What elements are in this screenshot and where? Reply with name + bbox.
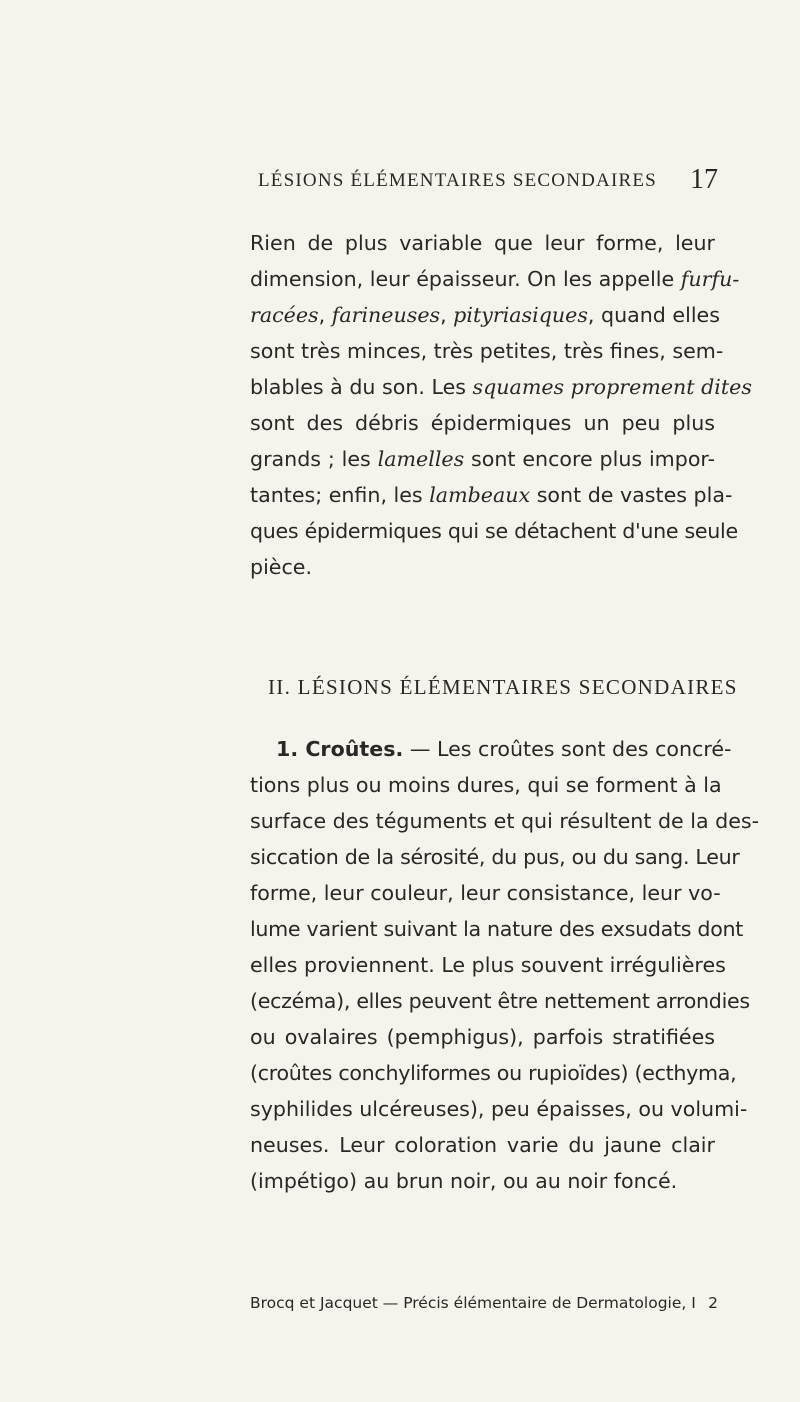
italic-term: pityriasiques bbox=[453, 303, 588, 327]
text-line: tantes; enfin, les lambeaux sont de vastes pla- bbox=[250, 483, 733, 507]
page-footer bbox=[250, 1294, 718, 1320]
page-number: 17 bbox=[690, 164, 718, 195]
text-line: grands ; les lamelles sont encore plus impor- bbox=[250, 447, 715, 471]
text-line: siccation de la sérosité, du pus, ou du sang. Leur bbox=[250, 845, 740, 869]
text-line: dimension, leur épaisseur. On les appelle furfu- bbox=[250, 267, 740, 291]
text-line: (croûtes conchyliformes ou rupioïdes) (ecthyma, bbox=[250, 1061, 737, 1085]
text-line: ques épidermiques qui se détachent d'une seule bbox=[250, 519, 738, 543]
text-line: (eczéma), elles peuvent être nettement arrondies bbox=[250, 989, 750, 1013]
text-line: racées, farineuses, pityriasiques, quand elles bbox=[250, 303, 720, 327]
text-line: lume varient suivant la nature des exsudats dont bbox=[250, 917, 744, 941]
running-head: LÉSIONS ÉLÉMENTAIRES SECONDAIRES bbox=[258, 170, 657, 191]
italic-term: lamelles bbox=[377, 447, 465, 471]
signature-mark: 2 bbox=[708, 1294, 718, 1312]
text-line: ou ovalaires (pemphigus), parfois stratifiées bbox=[250, 1025, 715, 1049]
text-line: surface des téguments et qui résultent de la des- bbox=[250, 809, 760, 833]
runin-heading: 1. Croûtes. bbox=[276, 737, 404, 761]
text-line: tions plus ou moins dures, qui se forment à la bbox=[250, 773, 722, 797]
text-line: (impétigo) au brun noir, ou au noir foncé. bbox=[250, 1169, 678, 1193]
text-line: elles proviennent. Le plus souvent irrégulières bbox=[250, 953, 726, 977]
italic-term: farineuses bbox=[331, 303, 441, 327]
text-line: neuses. Leur coloration varie du jaune clair bbox=[250, 1133, 715, 1157]
italic-term: racées bbox=[250, 303, 319, 327]
text-line: pièce. bbox=[250, 555, 313, 579]
text-line: blables à du son. Les squames proprement dites bbox=[250, 375, 752, 399]
section-heading: II. LÉSIONS ÉLÉMENTAIRES SECONDAIRES bbox=[268, 675, 738, 699]
text-line: forme, leur couleur, leur consistance, leur vo- bbox=[250, 881, 721, 905]
text-line: sont très minces, très petites, très fines, sem- bbox=[250, 339, 724, 363]
text-line: Rien de plus variable que leur forme, leur bbox=[250, 231, 715, 255]
text-line: syphilides ulcéreuses), peu épaisses, ou volumi- bbox=[250, 1097, 748, 1121]
text-line: sont des débris épidermiques un peu plus bbox=[250, 411, 715, 435]
italic-term: lambeaux bbox=[429, 483, 531, 507]
text-line: 1. Croûtes. — Les croûtes sont des concré- bbox=[276, 737, 732, 761]
footer-citation: Brocq et Jacquet — Précis élémentaire de Dermatologie, I bbox=[250, 1294, 696, 1312]
italic-term: squames proprement dites bbox=[472, 375, 752, 399]
page-header bbox=[258, 164, 718, 198]
italic-term: furfu- bbox=[680, 267, 740, 291]
